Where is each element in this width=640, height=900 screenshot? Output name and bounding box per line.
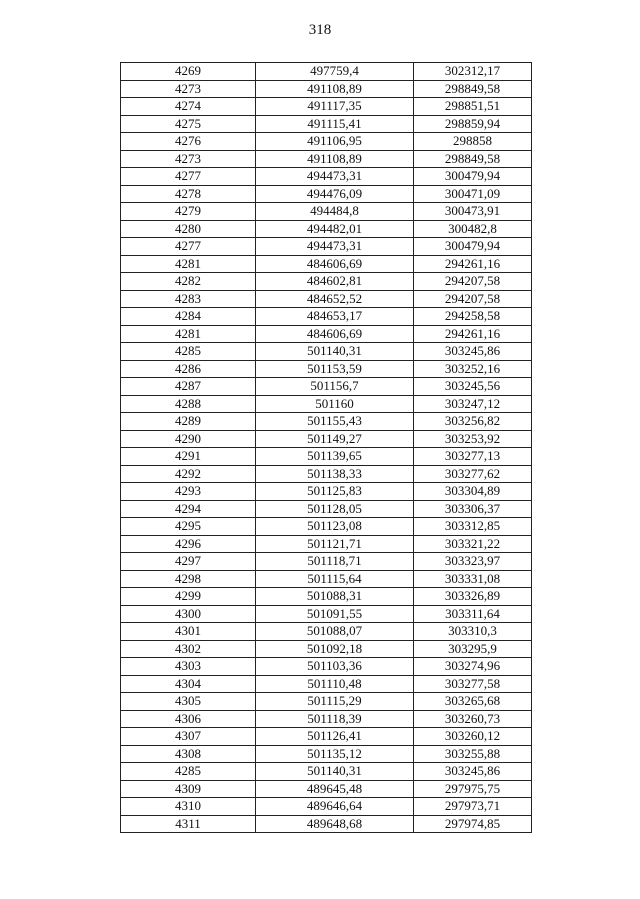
y-coordinate-cell: 303295,9	[414, 640, 532, 658]
y-coordinate-cell: 298851,51	[414, 98, 532, 116]
x-coordinate-cell: 501118,39	[256, 710, 414, 728]
point-number-cell: 4277	[121, 168, 256, 186]
point-number-cell: 4308	[121, 745, 256, 763]
y-coordinate-cell: 303310,3	[414, 623, 532, 641]
page-number: 318	[308, 22, 332, 38]
y-coordinate-cell: 298849,58	[414, 150, 532, 168]
point-number-cell: 4285	[121, 763, 256, 781]
y-coordinate-cell: 303255,88	[414, 745, 532, 763]
table-row	[121, 798, 532, 816]
point-number-cell: 4279	[121, 203, 256, 221]
table-row	[121, 570, 532, 588]
y-coordinate-cell: 303252,16	[414, 360, 532, 378]
x-coordinate-cell: 489645,48	[256, 780, 414, 798]
y-coordinate-cell: 294261,16	[414, 325, 532, 343]
point-number-cell: 4278	[121, 185, 256, 203]
y-coordinate-cell: 297973,71	[414, 798, 532, 816]
point-number-cell: 4283	[121, 290, 256, 308]
y-coordinate-cell: 303245,56	[414, 378, 532, 396]
x-coordinate-cell: 501140,31	[256, 763, 414, 781]
table-row	[121, 325, 532, 343]
table-row	[121, 220, 532, 238]
y-coordinate-cell: 300471,09	[414, 185, 532, 203]
coordinates-table	[120, 62, 532, 833]
y-coordinate-cell: 298849,58	[414, 80, 532, 98]
table-row	[121, 378, 532, 396]
y-coordinate-cell: 303321,22	[414, 535, 532, 553]
y-coordinate-cell: 294261,16	[414, 255, 532, 273]
table-row	[121, 588, 532, 606]
y-coordinate-cell: 303247,12	[414, 395, 532, 413]
x-coordinate-cell: 501156,7	[256, 378, 414, 396]
x-coordinate-cell: 491106,95	[256, 133, 414, 151]
point-number-cell: 4295	[121, 518, 256, 536]
x-coordinate-cell: 501155,43	[256, 413, 414, 431]
table-row	[121, 710, 532, 728]
y-coordinate-cell: 294207,58	[414, 273, 532, 291]
y-coordinate-cell: 303312,85	[414, 518, 532, 536]
x-coordinate-cell: 501115,29	[256, 693, 414, 711]
table-row	[121, 675, 532, 693]
point-number-cell: 4296	[121, 535, 256, 553]
table-row	[121, 448, 532, 466]
y-coordinate-cell: 298859,94	[414, 115, 532, 133]
table-row	[121, 343, 532, 361]
x-coordinate-cell: 501160	[256, 395, 414, 413]
x-coordinate-cell: 484652,52	[256, 290, 414, 308]
y-coordinate-cell: 303274,96	[414, 658, 532, 676]
point-number-cell: 4300	[121, 605, 256, 623]
y-coordinate-cell: 303326,89	[414, 588, 532, 606]
point-number-cell: 4289	[121, 413, 256, 431]
point-number-cell: 4311	[121, 815, 256, 833]
x-coordinate-cell: 501139,65	[256, 448, 414, 466]
point-number-cell: 4310	[121, 798, 256, 816]
point-number-cell: 4276	[121, 133, 256, 151]
y-coordinate-cell: 300473,91	[414, 203, 532, 221]
table-row	[121, 728, 532, 746]
x-coordinate-cell: 501118,71	[256, 553, 414, 571]
x-coordinate-cell: 484606,69	[256, 255, 414, 273]
x-coordinate-cell: 494476,09	[256, 185, 414, 203]
point-number-cell: 4273	[121, 80, 256, 98]
x-coordinate-cell: 494484,8	[256, 203, 414, 221]
y-coordinate-cell: 303323,97	[414, 553, 532, 571]
y-coordinate-cell: 294207,58	[414, 290, 532, 308]
table-row	[121, 815, 532, 833]
point-number-cell: 4282	[121, 273, 256, 291]
y-coordinate-cell: 303306,37	[414, 500, 532, 518]
table-row	[121, 395, 532, 413]
table-row	[121, 290, 532, 308]
x-coordinate-cell: 491115,41	[256, 115, 414, 133]
x-coordinate-cell: 501128,05	[256, 500, 414, 518]
table-row	[121, 115, 532, 133]
table-row	[121, 360, 532, 378]
point-number-cell: 4304	[121, 675, 256, 693]
y-coordinate-cell: 303304,89	[414, 483, 532, 501]
table-row	[121, 553, 532, 571]
x-coordinate-cell: 494473,31	[256, 168, 414, 186]
point-number-cell: 4287	[121, 378, 256, 396]
table-row	[121, 168, 532, 186]
table-row	[121, 465, 532, 483]
point-number-cell: 4303	[121, 658, 256, 676]
y-coordinate-cell: 303265,68	[414, 693, 532, 711]
x-coordinate-cell: 491117,35	[256, 98, 414, 116]
point-number-cell: 4281	[121, 325, 256, 343]
x-coordinate-cell: 489646,64	[256, 798, 414, 816]
point-number-cell: 4290	[121, 430, 256, 448]
x-coordinate-cell: 501110,48	[256, 675, 414, 693]
point-number-cell: 4299	[121, 588, 256, 606]
x-coordinate-cell: 501125,83	[256, 483, 414, 501]
point-number-cell: 4284	[121, 308, 256, 326]
x-coordinate-cell: 491108,89	[256, 80, 414, 98]
y-coordinate-cell: 303311,64	[414, 605, 532, 623]
y-coordinate-cell: 300479,94	[414, 238, 532, 256]
table-row	[121, 518, 532, 536]
point-number-cell: 4274	[121, 98, 256, 116]
y-coordinate-cell: 303277,13	[414, 448, 532, 466]
coordinates-table-body	[121, 63, 532, 833]
table-row	[121, 658, 532, 676]
x-coordinate-cell: 501140,31	[256, 343, 414, 361]
y-coordinate-cell: 303277,58	[414, 675, 532, 693]
table-row	[121, 185, 532, 203]
x-coordinate-cell: 501103,36	[256, 658, 414, 676]
x-coordinate-cell: 501121,71	[256, 535, 414, 553]
point-number-cell: 4286	[121, 360, 256, 378]
y-coordinate-cell: 303277,62	[414, 465, 532, 483]
point-number-cell: 4285	[121, 343, 256, 361]
point-number-cell: 4277	[121, 238, 256, 256]
table-row	[121, 308, 532, 326]
table-row	[121, 763, 532, 781]
x-coordinate-cell: 484653,17	[256, 308, 414, 326]
x-coordinate-cell: 497759,4	[256, 63, 414, 81]
x-coordinate-cell: 501088,31	[256, 588, 414, 606]
point-number-cell: 4288	[121, 395, 256, 413]
table-row	[121, 500, 532, 518]
table-row	[121, 273, 532, 291]
table-row	[121, 98, 532, 116]
x-coordinate-cell: 501153,59	[256, 360, 414, 378]
table-row	[121, 238, 532, 256]
x-coordinate-cell: 501138,33	[256, 465, 414, 483]
table-row	[121, 413, 532, 431]
point-number-cell: 4305	[121, 693, 256, 711]
point-number-cell: 4294	[121, 500, 256, 518]
table-row	[121, 693, 532, 711]
x-coordinate-cell: 501149,27	[256, 430, 414, 448]
point-number-cell: 4298	[121, 570, 256, 588]
table-row	[121, 640, 532, 658]
point-number-cell: 4275	[121, 115, 256, 133]
point-number-cell: 4293	[121, 483, 256, 501]
table-row	[121, 623, 532, 641]
table-row	[121, 63, 532, 81]
table-row	[121, 203, 532, 221]
x-coordinate-cell: 491108,89	[256, 150, 414, 168]
point-number-cell: 4281	[121, 255, 256, 273]
table-row	[121, 780, 532, 798]
point-number-cell: 4273	[121, 150, 256, 168]
x-coordinate-cell: 501135,12	[256, 745, 414, 763]
point-number-cell: 4280	[121, 220, 256, 238]
table-row	[121, 430, 532, 448]
y-coordinate-cell: 303245,86	[414, 763, 532, 781]
x-coordinate-cell: 501091,55	[256, 605, 414, 623]
point-number-cell: 4269	[121, 63, 256, 81]
x-coordinate-cell: 501088,07	[256, 623, 414, 641]
table-row	[121, 483, 532, 501]
point-number-cell: 4291	[121, 448, 256, 466]
y-coordinate-cell: 298858	[414, 133, 532, 151]
table-row	[121, 535, 532, 553]
x-coordinate-cell: 494473,31	[256, 238, 414, 256]
table-row	[121, 150, 532, 168]
y-coordinate-cell: 297975,75	[414, 780, 532, 798]
x-coordinate-cell: 501115,64	[256, 570, 414, 588]
point-number-cell: 4307	[121, 728, 256, 746]
y-coordinate-cell: 303256,82	[414, 413, 532, 431]
point-number-cell: 4301	[121, 623, 256, 641]
point-number-cell: 4302	[121, 640, 256, 658]
table-row	[121, 80, 532, 98]
y-coordinate-cell: 300482,8	[414, 220, 532, 238]
x-coordinate-cell: 494482,01	[256, 220, 414, 238]
table-row	[121, 605, 532, 623]
x-coordinate-cell: 501092,18	[256, 640, 414, 658]
x-coordinate-cell: 484606,69	[256, 325, 414, 343]
y-coordinate-cell: 303245,86	[414, 343, 532, 361]
table-row	[121, 745, 532, 763]
y-coordinate-cell: 300479,94	[414, 168, 532, 186]
y-coordinate-cell: 303253,92	[414, 430, 532, 448]
y-coordinate-cell: 303331,08	[414, 570, 532, 588]
point-number-cell: 4309	[121, 780, 256, 798]
table-row	[121, 255, 532, 273]
point-number-cell: 4297	[121, 553, 256, 571]
point-number-cell: 4292	[121, 465, 256, 483]
table-row	[121, 133, 532, 151]
x-coordinate-cell: 501126,41	[256, 728, 414, 746]
x-coordinate-cell: 484602,81	[256, 273, 414, 291]
point-number-cell: 4306	[121, 710, 256, 728]
y-coordinate-cell: 297974,85	[414, 815, 532, 833]
x-coordinate-cell: 489648,68	[256, 815, 414, 833]
x-coordinate-cell: 501123,08	[256, 518, 414, 536]
y-coordinate-cell: 294258,58	[414, 308, 532, 326]
y-coordinate-cell: 303260,12	[414, 728, 532, 746]
y-coordinate-cell: 303260,73	[414, 710, 532, 728]
y-coordinate-cell: 302312,17	[414, 63, 532, 81]
